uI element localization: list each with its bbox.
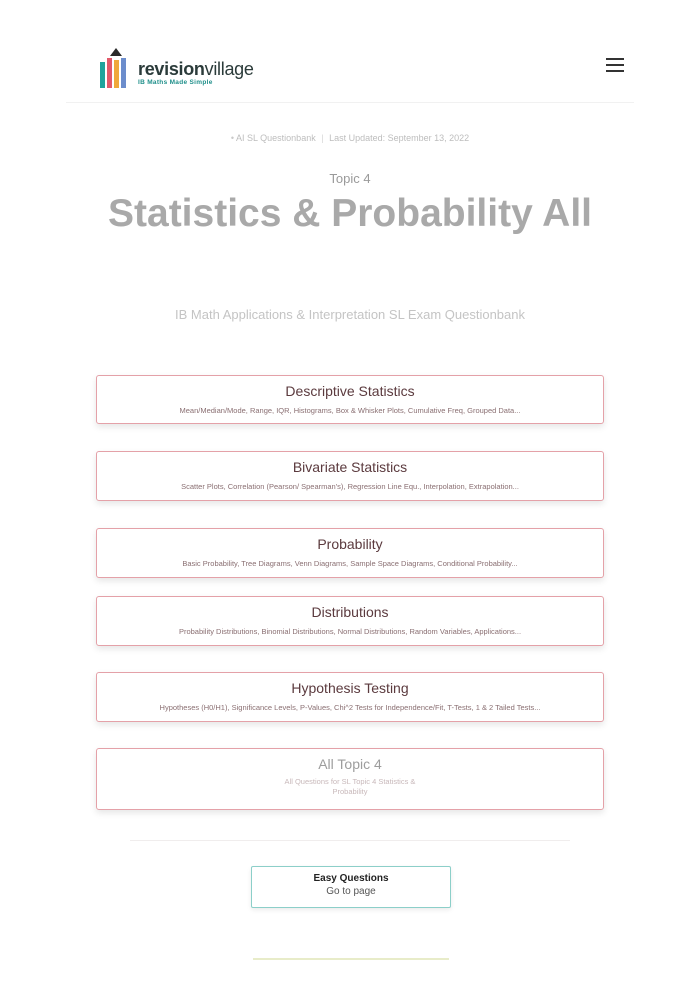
card-description: Mean/Median/Mode, Range, IQR, Histograms, Box & Whisker Plots, Cumulative Freq, Grouped Data... xyxy=(179,406,521,415)
card-title: Hypothesis Testing xyxy=(291,680,409,696)
card-description: All Questions for SL Topic 4 Statistics & Probability xyxy=(284,777,416,796)
button-title: Easy Questions xyxy=(313,873,389,884)
card-description: Hypotheses (H0/H1), Significance Levels, P-Values, Chi^2 Tests for Independence/Fit, T-Tests, 1 & 2 Tailed Tests... xyxy=(159,703,541,712)
card-description: Scatter Plots, Correlation (Pearson/ Spearman's), Regression Line Equ., Interpolation, Extrapolation... xyxy=(181,482,519,491)
logo-mark-icon xyxy=(100,46,132,88)
button-subtitle: Go to page xyxy=(326,886,376,897)
page-subtitle: IB Math Applications & Interpretation SL Exam Questionbank xyxy=(175,307,525,322)
card-description: Basic Probability, Tree Diagrams, Venn Diagrams, Sample Space Diagrams, Conditional Probability... xyxy=(182,559,518,568)
logo-wordmark: revisionvillage xyxy=(138,59,254,79)
easy-questions-button[interactable] xyxy=(251,866,451,908)
bottom-divider xyxy=(253,958,449,960)
topic-card-hypothesis-testing[interactable] xyxy=(96,672,604,722)
breadcrumb xyxy=(0,133,700,143)
card-title: Bivariate Statistics xyxy=(292,459,408,475)
card-title: Probability xyxy=(317,536,383,552)
site-header xyxy=(66,0,634,103)
topic-label: Topic 4 xyxy=(329,171,371,186)
topic-card-probability[interactable] xyxy=(96,528,604,578)
hamburger-menu-icon[interactable] xyxy=(606,58,624,73)
card-title: Distributions xyxy=(311,604,389,620)
section-divider xyxy=(130,840,570,841)
topic-card-distributions[interactable] xyxy=(96,596,604,646)
card-title: Descriptive Statistics xyxy=(285,383,415,399)
topic-card-bivariate-statistics[interactable] xyxy=(96,451,604,501)
site-logo[interactable] xyxy=(100,46,254,88)
topic-card-all-topic-4[interactable] xyxy=(96,748,604,810)
card-description: Probability Distributions, Binomial Distributions, Normal Distributions, Random Variables, Applications... xyxy=(178,627,522,636)
breadcrumb-link[interactable]: AI SL Questionbank xyxy=(235,133,316,143)
card-title: All Topic 4 xyxy=(318,756,382,772)
breadcrumb-separator: | xyxy=(321,133,324,143)
breadcrumb-bullet-icon: • xyxy=(230,133,234,143)
last-updated-text: Last Updated: September 13, 2022 xyxy=(329,133,470,143)
page-title: Statistics & Probability All xyxy=(108,192,592,235)
logo-tagline: IB Maths Made Simple xyxy=(138,79,213,86)
topic-card-descriptive-statistics[interactable] xyxy=(96,375,604,424)
